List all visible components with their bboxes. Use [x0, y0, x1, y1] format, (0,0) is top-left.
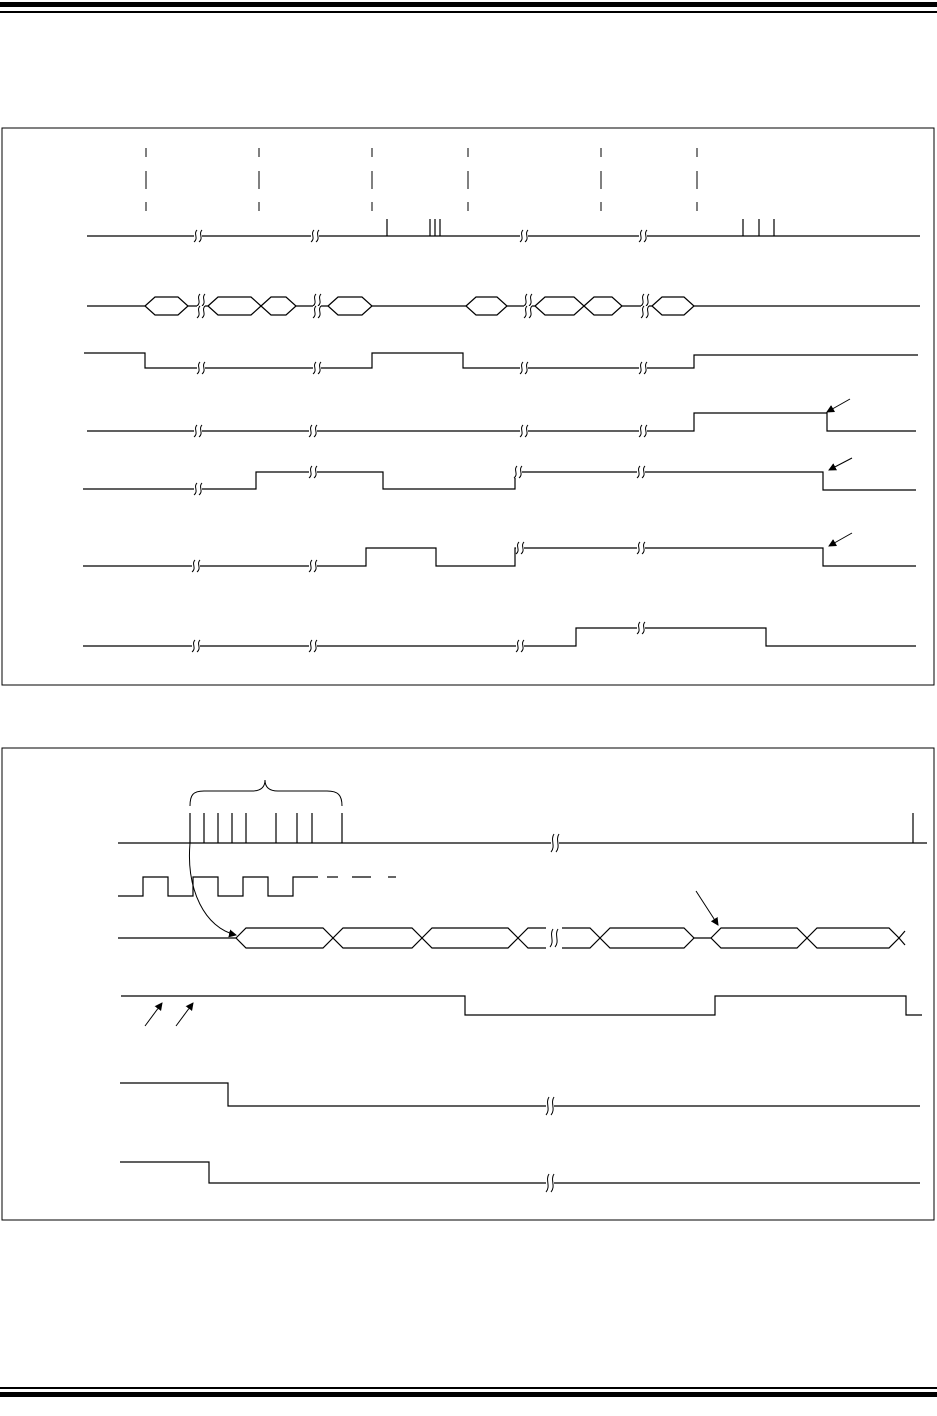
break-symbol — [313, 306, 321, 318]
break-symbol — [311, 230, 319, 242]
break-symbol — [309, 425, 317, 437]
fig1-signal-6 — [83, 548, 916, 566]
fig2-arrow — [176, 1003, 193, 1026]
fig1-signal-5 — [83, 472, 916, 490]
fig2-arrow — [145, 1003, 162, 1026]
break-symbol — [550, 929, 558, 947]
break-symbol — [520, 362, 528, 374]
break-symbol — [637, 466, 645, 478]
break-symbol — [551, 834, 559, 852]
fig2-signal-clock — [118, 877, 396, 896]
fig2-break-symbols — [546, 834, 559, 1192]
break-symbol — [546, 1097, 554, 1115]
break-symbol — [639, 230, 647, 242]
fig1-signal-4 — [87, 413, 916, 431]
fig1-signal-pulses — [87, 219, 920, 236]
break-symbol — [637, 542, 645, 554]
break-symbol — [309, 560, 317, 572]
footer-rule-thick — [0, 1392, 937, 1397]
break-symbol — [641, 294, 649, 306]
break-symbol — [637, 622, 645, 634]
break-symbol — [639, 362, 647, 374]
break-symbol — [520, 230, 528, 242]
fig1-arrow — [827, 399, 850, 412]
fig2-curved-arrow — [189, 843, 236, 935]
fig2-databus-arrow — [696, 891, 718, 925]
break-symbol — [194, 483, 202, 495]
break-symbol — [197, 362, 205, 374]
break-symbol — [309, 466, 317, 478]
figure-2-frame — [2, 748, 934, 1220]
break-symbol — [313, 362, 321, 374]
fig1-signal-databus — [87, 297, 920, 315]
break-symbol — [309, 640, 317, 652]
fig2-signal-6 — [120, 1162, 920, 1183]
break-symbol — [192, 640, 200, 652]
fig1-arrow — [829, 533, 852, 546]
fig2-signal-5 — [120, 1083, 920, 1106]
figure-2 — [2, 748, 934, 1220]
break-symbol — [192, 560, 200, 572]
break-symbol — [546, 1174, 554, 1192]
break-symbol — [524, 294, 532, 306]
break-symbol — [197, 306, 205, 318]
break-symbol — [313, 294, 321, 306]
break-symbol — [197, 294, 205, 306]
fig1-break-symbols — [192, 230, 649, 652]
fig1-arrow — [829, 458, 852, 470]
break-symbol — [520, 425, 528, 437]
fig1-signal-3 — [84, 353, 918, 368]
fig2-signal-ticks — [118, 813, 927, 843]
break-symbol — [524, 306, 532, 318]
fig1-signal-7 — [83, 628, 916, 646]
figure-1-phase-markers — [146, 148, 697, 211]
break-symbol — [641, 306, 649, 318]
break-symbol — [194, 230, 202, 242]
break-symbol — [514, 466, 522, 478]
break-symbol — [639, 425, 647, 437]
footer-rule-thin — [0, 1387, 937, 1389]
fig2-signal-4 — [121, 996, 922, 1015]
figure-1-frame — [2, 128, 934, 685]
fig2-signal-databus — [118, 928, 905, 948]
break-symbol — [516, 640, 524, 652]
figure-1 — [2, 128, 934, 685]
break-symbol — [516, 542, 524, 554]
break-symbol — [194, 425, 202, 437]
fig2-brace — [190, 780, 342, 806]
